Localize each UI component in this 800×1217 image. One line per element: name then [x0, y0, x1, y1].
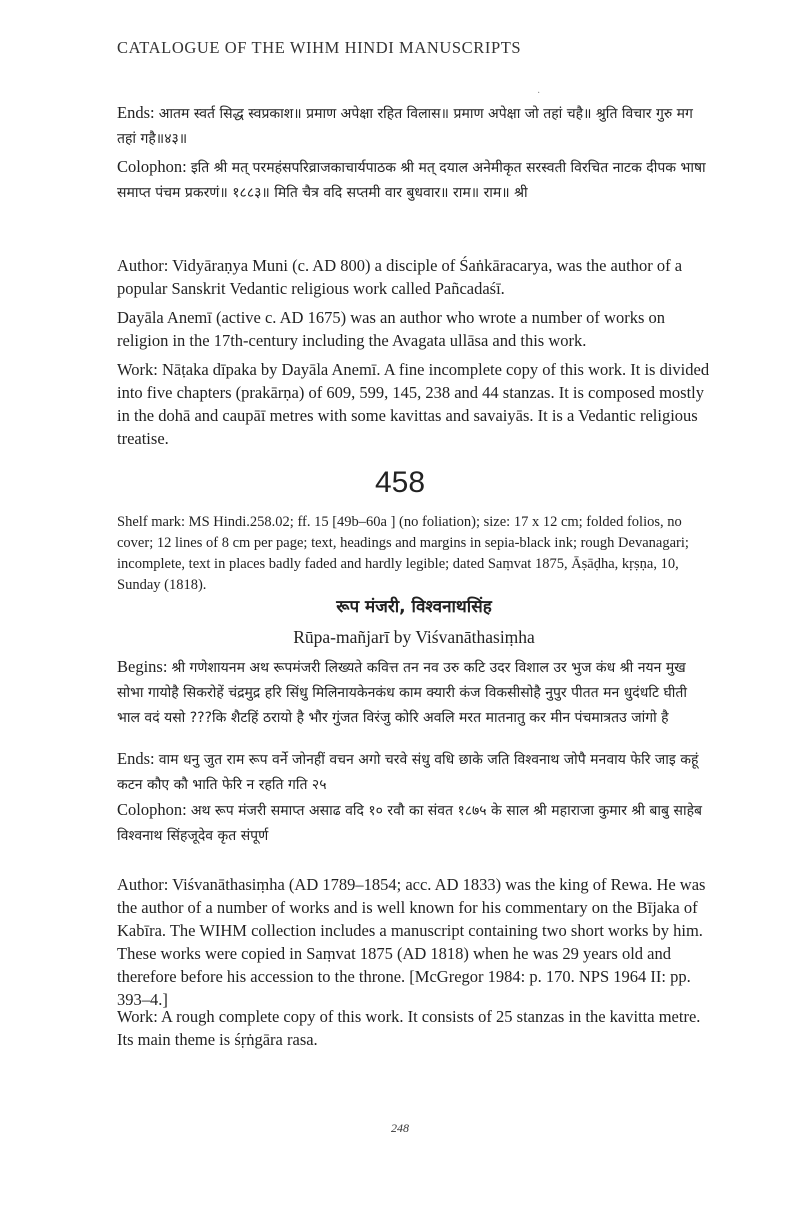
entry-458-ends — [117, 747, 711, 797]
entry-457-colophon — [117, 155, 711, 205]
author-paragraph-458: Author: Viśvanāthasiṃha (AD 1789–1854; acc. AD 1833) was the king of Rewa. He was the author of a number of works and is well known for his commentary on the Bījaka of Kabīra. The WIHM collection includes a manuscript containing two short works by him. These works were copied in Saṃvat 1875 (AD 1818) when he was 29 years old and therefore before his accession to the throne. [McGregor 1984: p. 170. NPS 1964 II: pp. 393–4.] — [117, 875, 706, 1009]
shelf-mark: Shelf mark: MS Hindi.258.02; ff. 15 [49b–60a ] (no foliation); size: 17 x 12 cm; folded folios, no cover; 12 lines of 8 cm per page; text, headings and margins in sepia-black ink; rough Devanagari; incomplete, text in places badly faded and hardly legible; dated Saṃvat 1875, Āṣāḍha, kṛṣṇa, 10, Sunday (1818). — [117, 514, 689, 593]
page-number: 248 — [391, 1121, 409, 1135]
entry-number: 458 — [374, 466, 426, 499]
entry-458-author — [117, 873, 711, 1011]
ends-label: Ends: — [117, 103, 155, 122]
running-header: CATALOGUE OF THE WIHM HINDI MANUSCRIPTS — [117, 38, 522, 57]
entry-457-work — [117, 358, 711, 450]
colophon-label: Colophon: — [117, 157, 187, 176]
colophon-text: इति श्री मत् परमहंसपरिव्राजकाचार्यपाठक श्री मत् दयाल अनेमीकृत सरस्वती विरचित नाटक दीपक भाषा समाप्त पंचम प्रकरणं॥ १८८३॥ मिति चैत्र वदि सप्तमी वार बुधवार॥ राम॥ राम॥ श्री — [117, 160, 706, 201]
entry-457-ends — [117, 101, 711, 151]
ends-text-458: वाम धनु जुत राम रूप वर्ने जोनहीं वचन अगो चरवे संधु वधि छाके जति विश्वनाथ जोपै मनवाय फेरि जाइ कहूं कटन कौए कौ भाति फेरि न रहति गति २५ — [117, 752, 699, 793]
entry-457-author — [117, 254, 711, 300]
title-devanagari: रूप मंजरी, विश्वनाथसिंह — [336, 597, 492, 617]
begins-text: श्री गणेशायनम अथ रूपमंजरी लिख्यते कवित्त तन नव उरु कटि उदर विशाल उर भुज कंध श्री नयन मुख सोभा गायोहै सिकरोहें चंद्रमुद्र हरि सिंधु मिलिनायकेनकंध काम क्यारी कंज विकसीसोहै नुपुर पीतत मन धुदंधटि घीती भाल वदं यसो ???कि शैटहिं ठरायो है भौर गुंजत विरंजु कोरि अवलि मरत मातनातु कर मीन पंचमात्रतउ जांगो है — [117, 660, 687, 726]
title-romanized: Rūpa-mañjarī by Viśvanāthasiṃha — [293, 627, 535, 647]
author-paragraph-2: Dayāla Anemī (active c. AD 1675) was an author who wrote a number of works on religion in the 17th-century including the Avagata ullāsa and this work. — [117, 308, 666, 350]
entry-458-colophon — [117, 798, 711, 848]
begins-label: Begins: — [117, 657, 168, 676]
work-paragraph-458: Work: A rough complete copy of this work. It consists of 25 stanzas in the kavitta metre. Its main theme is śṛṅgāra rasa. — [117, 1007, 701, 1049]
stray-mark: · — [537, 88, 541, 99]
entry-458-begins — [117, 655, 711, 730]
ends-text: आतम स्वर्त सिद्ध स्वप्रकाश॥ प्रमाण अपेक्षा रहित विलास॥ प्रमाण अपेक्षा जो तहां चहै॥ श्रुति विचार गुरु मग तहां गहै॥४३॥ — [117, 106, 693, 147]
work-paragraph: Work: Nāṭaka dīpaka by Dayāla Anemī. A fine incomplete copy of this work. It is divided into five chapters (prakārṇa) of 609, 599, 145, 238 and 44 stanzas. It is composed mostly in the dohā and caupāī metres with some kavittas and savaiyās. It is a Vedantic religious treatise. — [117, 360, 710, 448]
ends-label-458: Ends: — [117, 749, 155, 768]
entry-458-work — [117, 1005, 711, 1051]
entry-457-author-2 — [117, 306, 711, 352]
author-paragraph: Author: Vidyāraṇya Muni (c. AD 800) a disciple of Śaṅkāracarya, was the author of a popular Sanskrit Vedantic religious work called Pañcadaśī. — [117, 256, 683, 298]
colophon-text-458: अथ रूप मंजरी समाप्त असाढ वदि १० रवौ का संवत १८७५ के साल श्री महाराजा कुमार श्री बाबु साहेब विश्वनाथ सिंहजूदेव कृत संपूर्ण — [117, 803, 703, 844]
colophon-label-458: Colophon: — [117, 800, 187, 819]
